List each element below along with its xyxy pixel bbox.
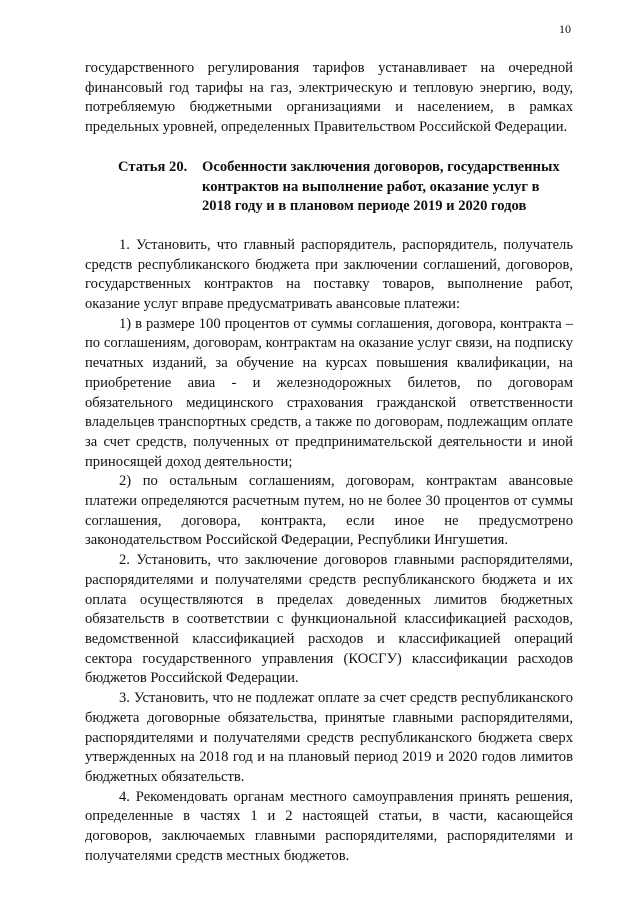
paragraph-clause-1: 1. Установить, что главный распорядитель, распорядитель, получатель средств республиканского бюджета при заключении соглашений, договоров, государственных контрактов на поставку товаров, выполнение работ, оказание услуг вправе предусматривать авансовые платежи:	[85, 236, 573, 313]
page-number: 10	[559, 22, 571, 36]
article-title-line: контрактов на выполнение работ, оказание услуг в	[202, 178, 540, 195]
paragraph-subclause-1: 1) в размере 100 процентов от суммы соглашения, договора, контракта – по соглашениям, договорам, контрактам на оказание услуг связи, на подписку печатных изданий, за обучение на курсах повышения квалификации, на приобретение авиа - и железнодорожных билетов, по договорам обязательного медицинского страхования гражданской ответственности владельцев транспортных средств, а также по договорам, подлежащим оплате за счет средств, полученных от предпринимательской деятельности и иной приносящей доход деятельности;	[85, 315, 573, 470]
article-title-line: Особенности заключения договоров, государственных	[202, 158, 560, 175]
article-label: Статья 20.	[118, 158, 188, 175]
paragraph-clause-2: 2. Установить, что заключение договоров главными распорядителями, распорядителями и получателями средств республиканского бюджета и их оплата осуществляются в пределах доведенных лимитов бюджетных обязательств в соответствии с функциональной классификацией расходов, ведомственной классификацией расходов и классификацией операций сектора государственного управления (КОСГУ) классификации расходов бюджетов Российской Федерации.	[85, 552, 573, 687]
intro-paragraph: государственного регулирования тарифов устанавливает на очередной финансовый год тарифы на газ, электрическую и тепловую энергию, воду, потребляемую бюджетными организациями и населением, в рамках предельных уровней, определенных Правительством Российской Федерации.	[85, 60, 573, 136]
document-body	[85, 59, 573, 866]
paragraph-clause-4: 4. Рекомендовать органам местного самоуправления принять решения, определенные в частях 1 и 2 настоящей статьи, в части, касающейся договоров, заключаемых главными распорядителями, распорядителями и получателями средств местных бюджетов.	[85, 788, 573, 864]
article-title	[202, 158, 573, 217]
article-heading	[85, 158, 573, 217]
paragraph-subclause-2: 2) по остальным соглашениям, договорам, контрактам авансовые платежи определяются расчетным путем, но не более 30 процентов от суммы соглашения, договора, контракта, если иное не предусмотрено законодательством Российской Федерации, Республики Ингушетия.	[85, 473, 573, 549]
article-title-line: 2018 году и в плановом периоде 2019 и 2020 годов	[202, 198, 527, 215]
paragraph-clause-3: 3. Установить, что не подлежат оплате за счет средств республиканского бюджета договорные обязательства, принятые главными распорядителями, распорядителями и получателями средств республиканского бюджета сверх утвержденных на 2018 год и на плановый период 2019 и 2020 годов лимитов бюджетных обязательств.	[85, 690, 573, 785]
